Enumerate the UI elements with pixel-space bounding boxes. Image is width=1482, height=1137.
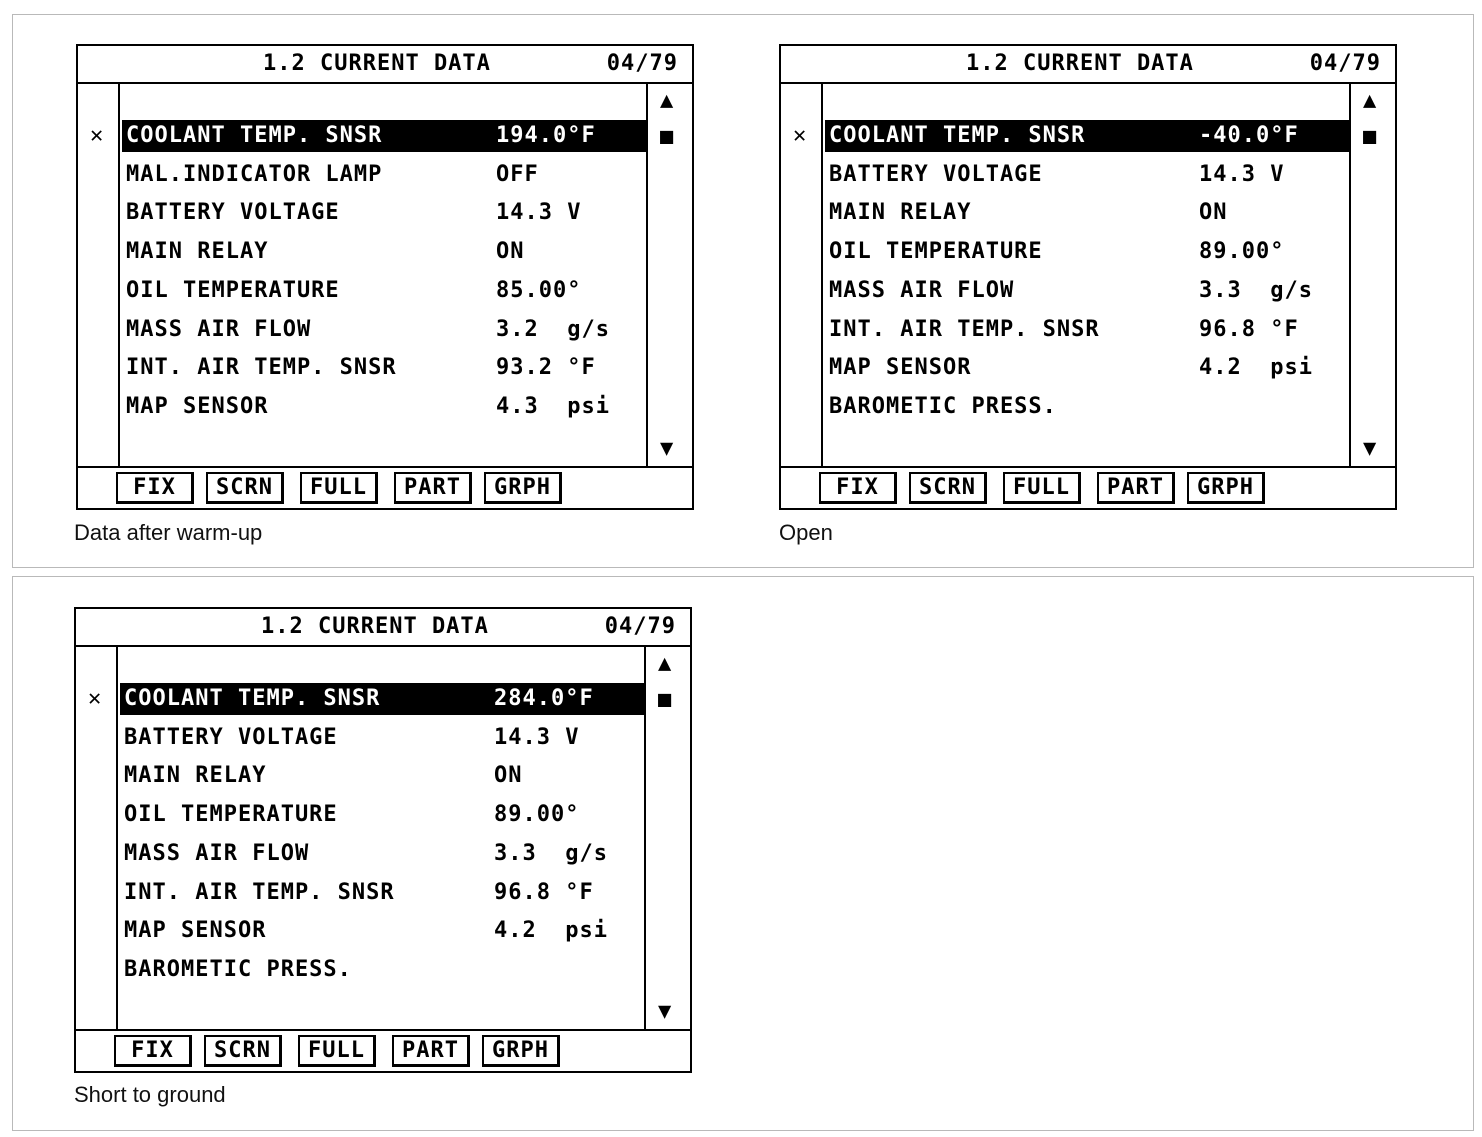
data-row-value: 284.0°F <box>494 686 594 711</box>
screen-title-bar <box>78 46 692 84</box>
scrn-button[interactable]: SCRN <box>204 1035 282 1067</box>
data-row-value: ON <box>494 763 523 789</box>
data-row[interactable] <box>825 275 1349 307</box>
scroll-down-icon[interactable]: ▼ <box>1363 436 1377 461</box>
data-row-label: MAIN RELAY <box>124 763 267 789</box>
part-button[interactable]: PART <box>392 1035 470 1067</box>
data-row[interactable] <box>122 197 646 229</box>
scroll-down-icon[interactable]: ▼ <box>658 999 672 1024</box>
data-row-value: 14.3 V <box>494 724 580 750</box>
full-button[interactable]: FULL <box>1003 472 1081 504</box>
data-row-selected[interactable] <box>120 683 644 715</box>
screen-title: 1.2 CURRENT DATA <box>261 614 489 639</box>
scanner-screen <box>76 44 694 510</box>
grph-button[interactable]: GRPH <box>482 1035 560 1067</box>
data-row-value: 4.3 psi <box>496 393 610 419</box>
data-row[interactable] <box>122 352 646 384</box>
data-row-value: 3.2 g/s <box>496 316 610 342</box>
data-row-label: BAROMETIC PRESS. <box>124 956 352 982</box>
marker-column <box>76 647 118 1031</box>
data-row[interactable] <box>122 314 646 346</box>
data-row-value: -40.0°F <box>1199 123 1299 148</box>
data-row-label: COOLANT TEMP. SNSR <box>124 686 381 711</box>
data-row[interactable] <box>120 722 644 754</box>
data-row-label: BATTERY VOLTAGE <box>126 200 340 226</box>
scrollbar[interactable] <box>644 647 690 1031</box>
data-row[interactable] <box>120 915 644 947</box>
data-row-label: INT. AIR TEMP. SNSR <box>126 355 397 381</box>
scroll-thumb-icon[interactable]: ■ <box>658 687 672 712</box>
function-key-bar <box>76 1029 690 1071</box>
data-row[interactable] <box>825 352 1349 384</box>
grph-button[interactable]: GRPH <box>484 472 562 504</box>
grph-button[interactable]: GRPH <box>1187 472 1265 504</box>
data-row[interactable] <box>825 314 1349 346</box>
full-button[interactable]: FULL <box>298 1035 376 1067</box>
data-row-label: OIL TEMPERATURE <box>829 239 1043 265</box>
data-row[interactable] <box>825 197 1349 229</box>
data-row-label: OIL TEMPERATURE <box>124 802 338 828</box>
data-row-label: MAP SENSOR <box>124 918 267 944</box>
full-button[interactable]: FULL <box>300 472 378 504</box>
scrn-button[interactable]: SCRN <box>909 472 987 504</box>
data-row-value: 4.2 psi <box>1199 355 1313 381</box>
data-row-value: 14.3 V <box>496 200 582 226</box>
data-row-value: ON <box>1199 200 1228 226</box>
scrollbar[interactable] <box>1349 84 1395 468</box>
data-row-value: 4.2 psi <box>494 918 608 944</box>
data-row-label: OIL TEMPERATURE <box>126 277 340 303</box>
data-row-label: MAP SENSOR <box>126 393 269 419</box>
scroll-up-icon[interactable]: ▲ <box>658 651 672 676</box>
screen-title-bar <box>76 609 690 647</box>
data-row[interactable] <box>122 275 646 307</box>
data-row[interactable] <box>120 877 644 909</box>
data-row-value: 96.8 °F <box>1199 316 1299 342</box>
scroll-down-icon[interactable]: ▼ <box>660 436 674 461</box>
scrollbar[interactable] <box>646 84 692 468</box>
screen-caption: Data after warm-up <box>74 520 263 545</box>
page-indicator: 04/79 <box>604 614 676 639</box>
data-row-selected[interactable] <box>825 120 1349 152</box>
page-indicator: 04/79 <box>606 51 678 76</box>
scroll-thumb-icon[interactable]: ■ <box>1363 124 1377 149</box>
data-row-value: 96.8 °F <box>494 879 594 905</box>
data-row[interactable] <box>122 236 646 268</box>
data-row-value: 14.3 V <box>1199 161 1285 187</box>
data-row[interactable] <box>122 159 646 191</box>
data-row-label: COOLANT TEMP. SNSR <box>829 123 1086 148</box>
scrn-button[interactable]: SCRN <box>206 472 284 504</box>
asterisk-x-icon: ✕ <box>793 123 807 148</box>
asterisk-x-icon: ✕ <box>90 123 104 148</box>
data-row[interactable] <box>120 799 644 831</box>
fix-button[interactable]: FIX <box>116 472 194 504</box>
data-row-value: 3.3 g/s <box>1199 277 1313 303</box>
data-row-value: 3.3 g/s <box>494 840 608 866</box>
data-row-label: COOLANT TEMP. SNSR <box>126 123 383 148</box>
data-list <box>118 647 646 1031</box>
data-row-value: ON <box>496 239 525 265</box>
data-row[interactable] <box>122 391 646 423</box>
data-row[interactable] <box>120 838 644 870</box>
data-row-label: MAIN RELAY <box>126 239 269 265</box>
marker-column <box>781 84 823 468</box>
scanner-screen <box>779 44 1397 510</box>
screen-title-bar <box>781 46 1395 84</box>
data-list <box>120 84 648 468</box>
screen-title: 1.2 CURRENT DATA <box>263 51 491 76</box>
data-row-label: INT. AIR TEMP. SNSR <box>829 316 1100 342</box>
part-button[interactable]: PART <box>394 472 472 504</box>
screen-title: 1.2 CURRENT DATA <box>966 51 1194 76</box>
asterisk-x-icon: ✕ <box>88 686 102 711</box>
scanner-screen <box>74 607 692 1073</box>
scroll-up-icon[interactable]: ▲ <box>1363 88 1377 113</box>
data-row-label: MAL.INDICATOR LAMP <box>126 161 383 187</box>
screen-caption: Open <box>779 520 833 545</box>
data-row-label: MASS AIR FLOW <box>124 840 310 866</box>
fix-button[interactable]: FIX <box>819 472 897 504</box>
data-row[interactable] <box>825 159 1349 191</box>
scroll-up-icon[interactable]: ▲ <box>660 88 674 113</box>
data-row-label: MAIN RELAY <box>829 200 972 226</box>
data-row-value: 85.00° <box>496 277 582 303</box>
page-indicator: 04/79 <box>1309 51 1381 76</box>
data-row-label: BATTERY VOLTAGE <box>829 161 1043 187</box>
data-row-label: BATTERY VOLTAGE <box>124 724 338 750</box>
data-row[interactable] <box>120 760 644 792</box>
function-key-bar <box>78 466 692 508</box>
data-row-label: MAP SENSOR <box>829 355 972 381</box>
data-row-label: BAROMETIC PRESS. <box>829 393 1057 419</box>
data-row-value: 194.0°F <box>496 123 596 148</box>
data-row-value: OFF <box>496 161 539 187</box>
data-list <box>823 84 1351 468</box>
data-row-label: MASS AIR FLOW <box>126 316 312 342</box>
data-row-selected[interactable] <box>122 120 646 152</box>
data-row[interactable] <box>825 391 1349 423</box>
function-key-bar <box>781 466 1395 508</box>
fix-button[interactable]: FIX <box>114 1035 192 1067</box>
data-row-value: 93.2 °F <box>496 355 596 381</box>
data-row-label: INT. AIR TEMP. SNSR <box>124 879 395 905</box>
part-button[interactable]: PART <box>1097 472 1175 504</box>
marker-column <box>78 84 120 468</box>
screen-caption: Short to ground <box>74 1082 226 1107</box>
data-row-value: 89.00° <box>1199 239 1285 265</box>
data-row-label: MASS AIR FLOW <box>829 277 1015 303</box>
scroll-thumb-icon[interactable]: ■ <box>660 124 674 149</box>
data-row[interactable] <box>825 236 1349 268</box>
data-row-value: 89.00° <box>494 802 580 828</box>
data-row[interactable] <box>120 954 644 986</box>
